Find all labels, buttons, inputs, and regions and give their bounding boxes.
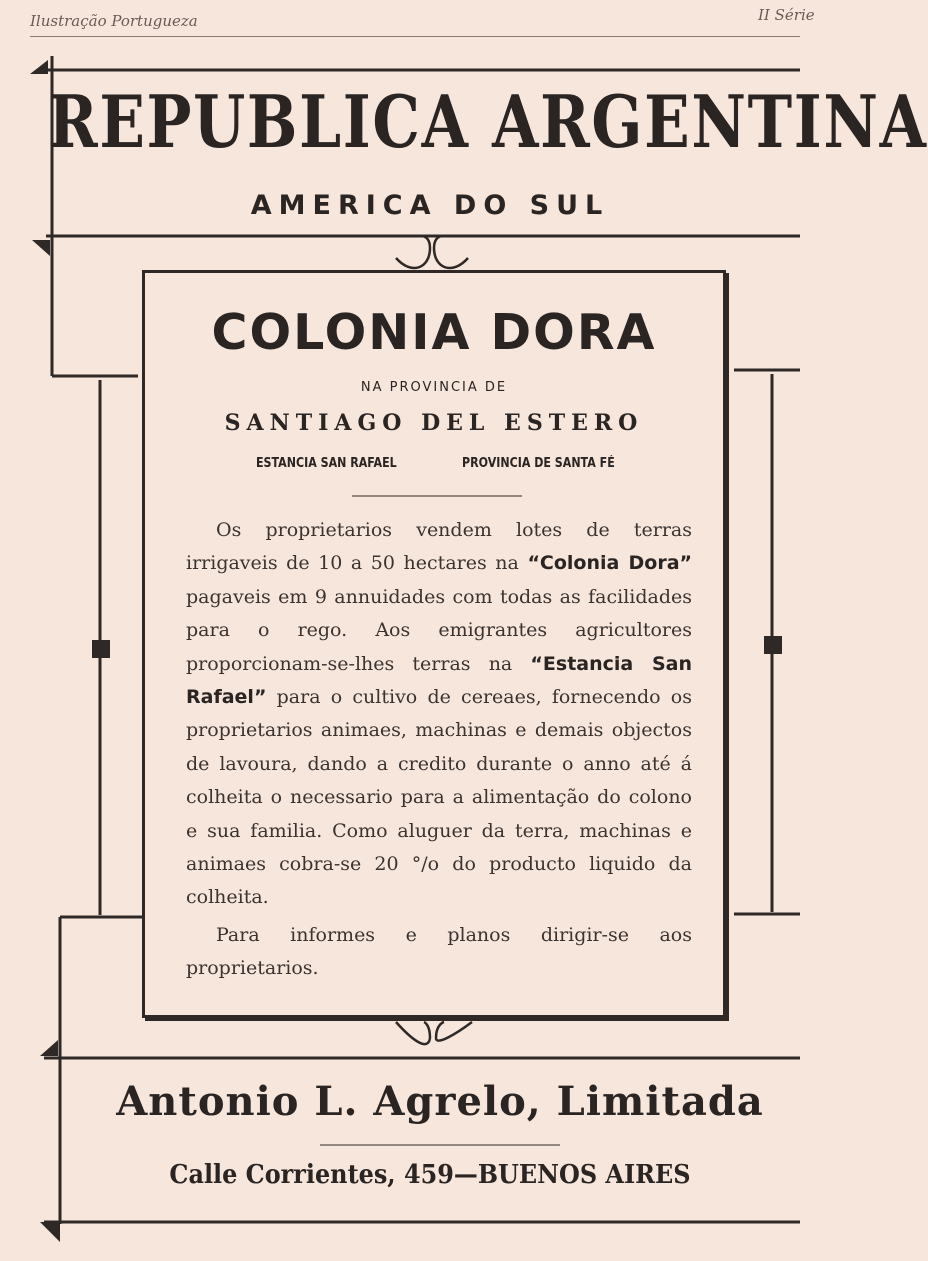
left-square-ornament (92, 640, 110, 658)
running-head-left: Ilustração Portugueza (30, 12, 198, 30)
province-name: SANTIAGO DEL ESTERO (224, 410, 644, 436)
company-address: Calle Corrientes, 459—BUENOS AIRES (169, 1160, 691, 1190)
page-subtitle: AMERICA DO SUL (250, 190, 610, 221)
estancia-emphasis: “Estancia San Rafael” (186, 652, 692, 709)
body-text: Os proprietarios vendem lotes de terras irrigaveis de 10 a 50 hectares na (186, 519, 692, 575)
body-text: pagaveis em 9 annuidades com todas as facilidades para o rego. Aos emigrantes agricultores proporcionam-se-lhes terras na (186, 585, 692, 675)
running-head-right: II Série (758, 6, 815, 24)
provincia-label: PROVINCIA DE SANTA FÉ (462, 456, 615, 471)
province-label: NA PROVINCIA DE (360, 380, 508, 395)
body-text: para o cultivo de cereaes, fornecendo os proprietarios animaes, machinas e demais objectos de lavoura, dando a credito durante o anno até á colheita o necessario para a alimentação do colono e sua familia. Como aluguer da terra, machinas e animaes cobra-se 20 °/o do producto liquido da colheita. (186, 686, 692, 909)
ad-body-paragraph-1 (186, 514, 692, 915)
ad-title: COLONIA DORA (211, 304, 657, 361)
page-title: REPUBLICA ARGENTINA (48, 79, 928, 164)
estancia-label: ESTANCIA SAN RAFAEL (256, 456, 397, 471)
colonia-dora-emphasis: “Colonia Dora” (527, 552, 692, 575)
company-name: Antonio L. Agrelo, Limitada (116, 1078, 764, 1125)
right-square-ornament (764, 636, 782, 654)
ad-body-paragraph-2: Para informes e planos dirigir-se aos proprietarios. (186, 924, 692, 980)
